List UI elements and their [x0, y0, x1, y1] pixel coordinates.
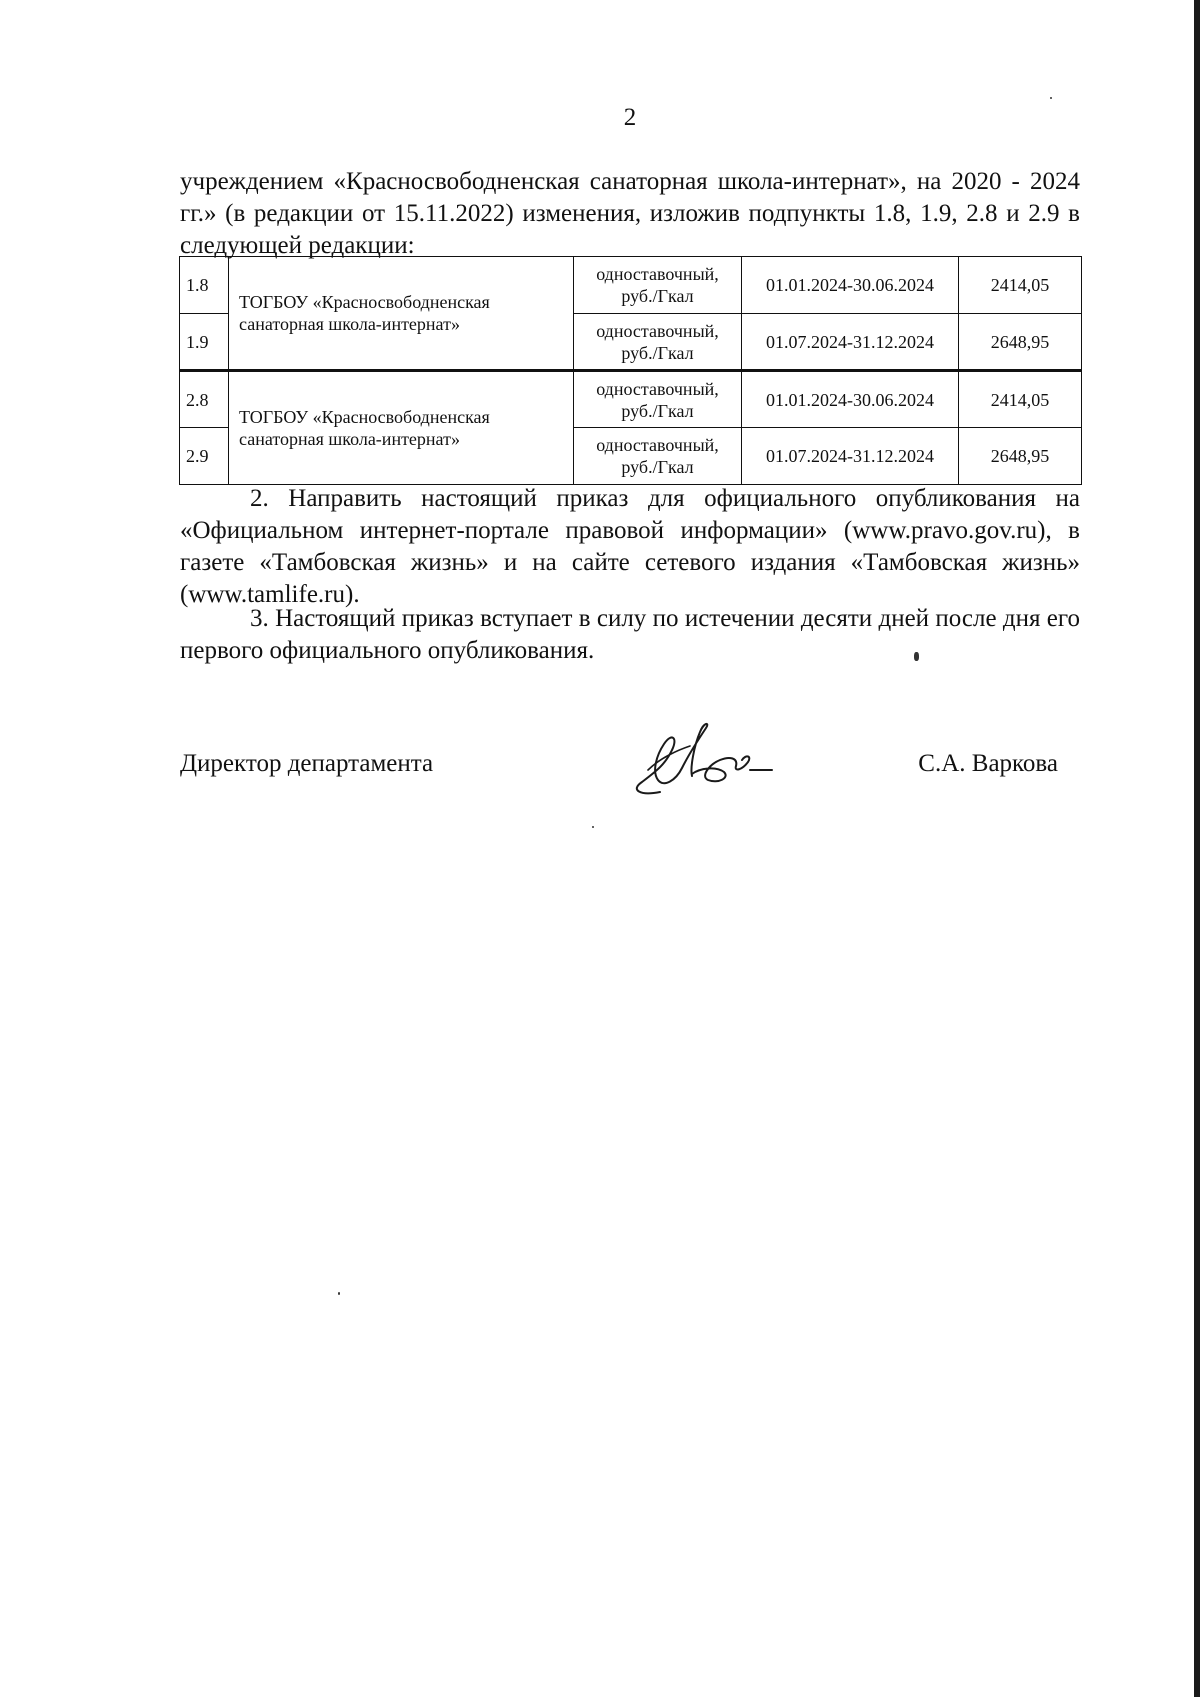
tariff-value-cell: 2414,05 — [959, 371, 1082, 428]
tariff-group-2 — [180, 371, 1082, 485]
signer-title: Директор департамента — [180, 750, 434, 777]
table-row — [180, 257, 1082, 314]
paragraph-effective-date: 3. Настоящий приказ вступает в силу по истечении десяти дней после дня его первого официального опубликования. — [180, 605, 1080, 664]
tariff-group-1 — [180, 257, 1082, 371]
row-number: 1.9 — [180, 314, 229, 371]
signature-block — [180, 750, 1080, 800]
organization-cell: ТОГБОУ «Красносвободненская санаторная школа-интернат» — [229, 257, 574, 371]
organization-cell: ТОГБОУ «Красносвободненская санаторная школа-интернат» — [229, 371, 574, 485]
signer-name: С.А. Варкова — [918, 750, 1058, 777]
tariff-value-cell: 2648,95 — [959, 314, 1082, 371]
period-cell: 01.07.2024-31.12.2024 — [742, 314, 959, 371]
period-cell: 01.01.2024-30.06.2024 — [742, 257, 959, 314]
row-number: 2.9 — [180, 428, 229, 485]
scan-speck — [914, 652, 919, 661]
paragraph-publication: 2. Направить настоящий приказ для официального опубликования на «Официальном интернет-портале правовой информации» (www.pravo.gov.ru), в газете «Тамбовская жизнь» и на сайте сетевого издания «Тамбовская жизнь» (www.tamlife.ru). — [180, 485, 1080, 608]
tariff-type-cell: одноставочный, руб./Гкал — [574, 314, 742, 371]
row-number: 2.8 — [180, 371, 229, 428]
table-row — [180, 371, 1082, 428]
page-number: 2 — [623, 104, 637, 131]
scan-speck — [1050, 97, 1052, 99]
scan-speck — [338, 1292, 340, 1295]
scan-page-edge — [1194, 0, 1200, 1697]
tariff-value-cell: 2414,05 — [959, 257, 1082, 314]
scan-speck — [592, 826, 594, 828]
tariff-type-cell: одноставочный, руб./Гкал — [574, 257, 742, 314]
tariff-value-cell: 2648,95 — [959, 428, 1082, 485]
tariff-type-cell: одноставочный, руб./Гкал — [574, 428, 742, 485]
row-number: 1.8 — [180, 257, 229, 314]
tariff-type-cell: одноставочный, руб./Гкал — [574, 371, 742, 428]
period-cell: 01.07.2024-31.12.2024 — [742, 428, 959, 485]
intro-paragraph: учреждением «Красносвободненская санаторная школа-интернат», на 2020 - 2024 гг.» (в редакции от 15.11.2022) изменения, изложив подпункты 1.8, 1.9, 2.8 и 2.9 в следующей редакции: — [180, 168, 1080, 259]
period-cell: 01.01.2024-30.06.2024 — [742, 371, 959, 428]
handwritten-signature — [620, 710, 780, 800]
tariff-table — [179, 256, 1082, 485]
